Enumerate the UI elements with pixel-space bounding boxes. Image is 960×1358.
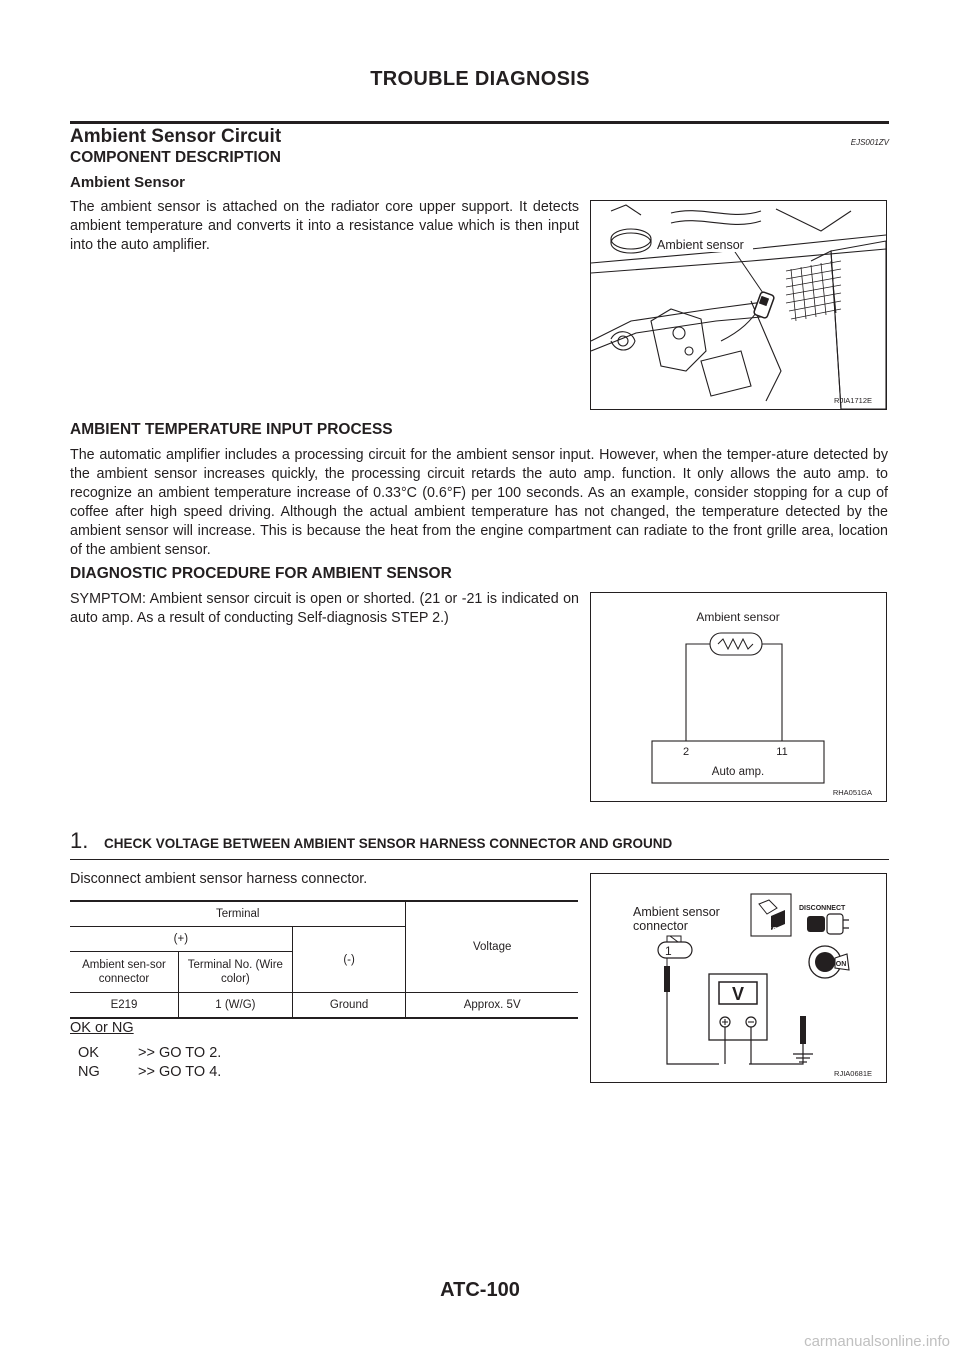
ambient-sensor-location-figure (590, 200, 887, 410)
ignition-on-icon (809, 946, 849, 978)
page-number: ATC-100 (440, 1279, 520, 1301)
circuit-sensor-label: Ambient sensor (696, 610, 780, 624)
ambient-sensor-subheading: Ambient Sensor (70, 174, 186, 191)
table-row (70, 993, 578, 1019)
ground-cell: Ground (292, 993, 406, 1019)
terminal-no-header: Terminal No. (Wire color) (178, 952, 292, 993)
component-description-heading: COMPONENT DESCRIPTION (70, 149, 281, 166)
ambient-sensor-callout: Ambient sensor (657, 238, 744, 252)
page-header: TROUBLE DIAGNOSIS (370, 68, 590, 90)
result-ok-action: >> GO TO 2. (138, 1045, 222, 1061)
step-title: CHECK VOLTAGE BETWEEN AMBIENT SENSOR HARNESS CONNECTOR AND GROUND (104, 836, 673, 851)
ambient-sensor-part (753, 291, 774, 318)
terminal-2-label: 2 (682, 746, 690, 758)
ok-ng-label: OK or NG (70, 1020, 134, 1036)
ts-label: T.S. (766, 927, 780, 934)
plus-header: (+) (70, 927, 292, 952)
voltage-header: Voltage (473, 941, 512, 953)
connector-label-line2: connector (633, 919, 688, 933)
terminal-header: Terminal (70, 901, 406, 927)
component-description-text: The ambient sensor is attached on the radiator core upper support. It detects ambient temperature and converts it into a resistance value which is then input into the auto amplifier. (70, 199, 579, 253)
disconnect-icon (799, 905, 849, 934)
minus-header: (-) (292, 927, 406, 993)
voltmeter-label: V (731, 984, 745, 1004)
connector-label-line1: Ambient sensor (633, 905, 720, 919)
tech-service-icon (751, 894, 791, 936)
result-ng-status: NG (78, 1064, 100, 1080)
section-title: Ambient Sensor Circuit (70, 126, 282, 147)
on-label: ON (835, 961, 847, 968)
connector-header: Ambient sen-sor connector (70, 952, 178, 993)
negative-probe (800, 1016, 806, 1044)
voltage-check-diagram (591, 874, 886, 1082)
connector-cell: E219 (70, 993, 178, 1019)
watermark: carmanualsonline.info (804, 1333, 950, 1350)
ambient-sensor-circuit-figure (590, 592, 887, 802)
terminal-11-label: 11 (776, 746, 788, 758)
section-code: EJS001ZV (850, 138, 889, 147)
input-process-text: The automatic amplifier includes a processing circuit for the ambient sensor input. However, when the temper-ature detected by the ambient sensor increases quickly, the processing circuit retards the auto amp. function. It only allows the auto amp. to recognize an ambient temperature increase of 0.33°C (0.6°F) per 100 seconds. As an example, consider stopping for a cup of coffee after high speed driving. Although the actual ambient temperature has not changed, the temperature detected by the ambient sensor will increase. This is because the heat from the engine compartment can radiate to the front grille area, location of the ambient sensor. (70, 447, 888, 558)
step-instruction: Disconnect ambient sensor harness connector. (70, 871, 368, 887)
result-ok-status: OK (78, 1045, 99, 1061)
diagnostic-heading: DIAGNOSTIC PROCEDURE FOR AMBIENT SENSOR (70, 565, 452, 582)
pin-label: 1 (665, 944, 672, 958)
input-process-heading: AMBIENT TEMPERATURE INPUT PROCESS (70, 421, 393, 438)
terminal-cell: 1 (W/G) (178, 993, 292, 1019)
voltage-cell: Approx. 5V (463, 999, 521, 1011)
figure-code: RJIA1712E (834, 396, 872, 405)
figure-code: RJIA0681E (834, 1069, 872, 1078)
harness-connector (658, 942, 692, 958)
step-rule (70, 859, 889, 860)
positive-probe (664, 966, 670, 992)
voltage-table (70, 900, 578, 1019)
step-number: 1. (70, 828, 89, 853)
circuit-diagram (591, 593, 886, 801)
result-ng-action: >> GO TO 4. (138, 1064, 222, 1080)
auto-amp-label: Auto amp. (711, 766, 765, 778)
header-rule (70, 121, 889, 124)
symptom-text: SYMPTOM: Ambient sensor circuit is open or shorted. (21 or -21 is indicated on auto amp. As a result of conducting Self-diagnosis STEP 2.) (70, 591, 579, 626)
disconnect-label: DISCONNECT (799, 905, 846, 912)
voltage-check-figure (590, 873, 887, 1083)
engine-bay-illustration (591, 201, 886, 409)
figure-code: RHA051GA (832, 788, 872, 797)
